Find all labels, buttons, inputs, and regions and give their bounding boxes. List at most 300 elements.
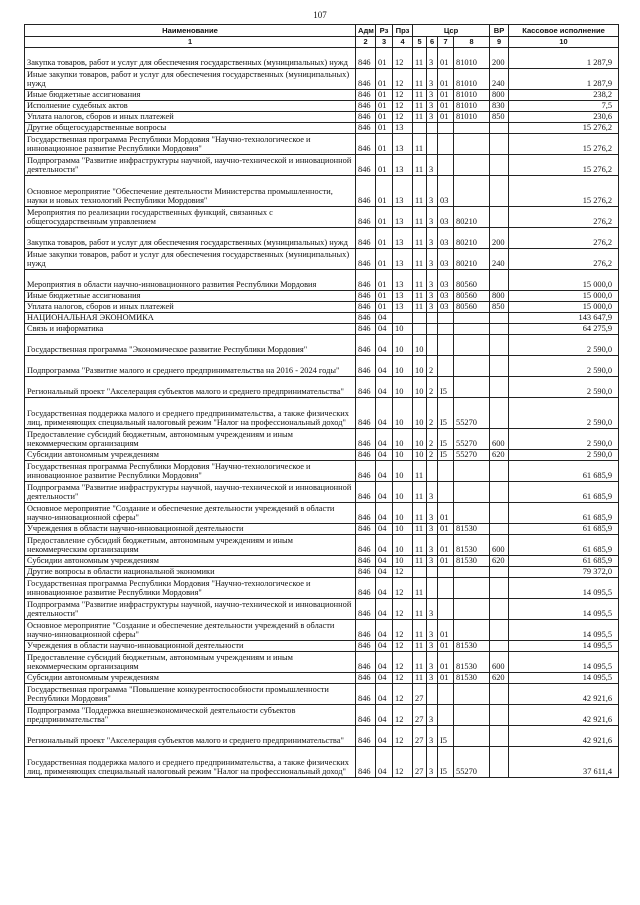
row-name: Подпрограмма "Поддержка внешнеэкономической деятельности субъектов предпринимательства" — [25, 704, 356, 725]
row-csr-subprogram — [427, 577, 438, 598]
row-amount: 14 095,5 — [509, 651, 619, 672]
table-row — [25, 725, 619, 746]
row-csr-program: 10 — [413, 449, 427, 460]
row-csr-program: 11 — [413, 651, 427, 672]
row-vr: 200 — [490, 227, 509, 248]
row-adm: 846 — [356, 566, 376, 577]
row-name: Субсидии автономным учреждениям — [25, 449, 356, 460]
row-vr — [490, 460, 509, 481]
row-csr-direction — [454, 175, 490, 206]
row-vr — [490, 133, 509, 154]
row-prz: 10 — [393, 502, 413, 523]
row-name: Субсидии автономным учреждениям — [25, 555, 356, 566]
row-csr-subprogram: 3 — [427, 269, 438, 290]
row-adm: 846 — [356, 154, 376, 175]
row-vr — [490, 502, 509, 523]
row-prz: 10 — [393, 323, 413, 334]
table-row — [25, 598, 619, 619]
row-prz: 10 — [393, 355, 413, 376]
column-number: 5 — [413, 37, 427, 48]
row-csr-program: 10 — [413, 397, 427, 428]
row-amount: 64 275,9 — [509, 323, 619, 334]
table-row — [25, 704, 619, 725]
row-rz: 01 — [376, 100, 393, 111]
row-rz: 04 — [376, 672, 393, 683]
row-adm: 846 — [356, 133, 376, 154]
row-amount: 276,2 — [509, 248, 619, 269]
row-csr-subprogram: 3 — [427, 227, 438, 248]
row-csr-event — [438, 460, 454, 481]
row-amount: 2 590,0 — [509, 449, 619, 460]
row-vr — [490, 523, 509, 534]
row-rz: 04 — [376, 376, 393, 397]
row-csr-program: 27 — [413, 704, 427, 725]
row-amount: 15 000,0 — [509, 269, 619, 290]
row-adm: 846 — [356, 725, 376, 746]
table-row — [25, 428, 619, 449]
row-adm: 846 — [356, 397, 376, 428]
table-row — [25, 376, 619, 397]
row-adm: 846 — [356, 248, 376, 269]
row-adm: 846 — [356, 460, 376, 481]
row-prz: 12 — [393, 672, 413, 683]
row-prz: 10 — [393, 555, 413, 566]
row-csr-subprogram — [427, 334, 438, 355]
row-adm: 846 — [356, 301, 376, 312]
row-csr-subprogram: 2 — [427, 428, 438, 449]
row-csr-subprogram: 3 — [427, 290, 438, 301]
row-rz: 04 — [376, 683, 393, 704]
row-name: Учреждения в области научно-инновационной деятельности — [25, 523, 356, 534]
row-prz: 12 — [393, 100, 413, 111]
row-csr-event: 03 — [438, 290, 454, 301]
row-adm: 846 — [356, 323, 376, 334]
row-adm: 846 — [356, 577, 376, 598]
row-name: Государственная программа Республики Мордовия "Научно-технологическое и инновационное развитие Республики Мордовия" — [25, 577, 356, 598]
row-adm: 846 — [356, 355, 376, 376]
row-csr-subprogram — [427, 122, 438, 133]
row-csr-event — [438, 122, 454, 133]
row-adm: 846 — [356, 683, 376, 704]
table-row — [25, 683, 619, 704]
row-prz: 12 — [393, 89, 413, 100]
row-prz: 13 — [393, 248, 413, 269]
row-csr-program: 27 — [413, 725, 427, 746]
row-csr-event — [438, 312, 454, 323]
row-csr-direction: 80210 — [454, 248, 490, 269]
row-vr: 200 — [490, 47, 509, 68]
row-amount: 2 590,0 — [509, 334, 619, 355]
row-prz: 13 — [393, 122, 413, 133]
row-csr-subprogram: 3 — [427, 206, 438, 227]
row-csr-program: 11 — [413, 133, 427, 154]
row-vr — [490, 376, 509, 397]
row-csr-direction: 55270 — [454, 746, 490, 777]
row-vr — [490, 725, 509, 746]
row-amount: 79 372,0 — [509, 566, 619, 577]
row-csr-program: 11 — [413, 555, 427, 566]
row-adm: 846 — [356, 746, 376, 777]
table-row — [25, 111, 619, 122]
row-vr — [490, 481, 509, 502]
row-adm: 846 — [356, 227, 376, 248]
row-csr-direction: 81010 — [454, 89, 490, 100]
row-amount: 143 647,9 — [509, 312, 619, 323]
row-amount: 61 685,9 — [509, 460, 619, 481]
row-name: Субсидии автономным учреждениям — [25, 672, 356, 683]
row-name: Другие общегосударственные вопросы — [25, 122, 356, 133]
row-vr: 800 — [490, 89, 509, 100]
row-adm: 846 — [356, 206, 376, 227]
row-adm: 846 — [356, 290, 376, 301]
row-amount: 61 685,9 — [509, 481, 619, 502]
row-csr-event: I5 — [438, 376, 454, 397]
row-vr — [490, 746, 509, 777]
row-csr-event: 01 — [438, 651, 454, 672]
row-amount: 230,6 — [509, 111, 619, 122]
table-row — [25, 502, 619, 523]
row-name: НАЦИОНАЛЬНАЯ ЭКОНОМИКА — [25, 312, 356, 323]
row-name: Предоставление субсидий бюджетным, автономным учреждениям и иным некоммерческим организациям — [25, 534, 356, 555]
table-row — [25, 523, 619, 534]
header-row — [25, 25, 619, 37]
row-csr-program — [413, 312, 427, 323]
row-name: Подпрограмма "Развитие инфраструктуры научной, научно-технической и инновационной деятельности" — [25, 481, 356, 502]
row-csr-subprogram: 3 — [427, 725, 438, 746]
table-row — [25, 555, 619, 566]
row-amount: 2 590,0 — [509, 428, 619, 449]
column-number: 2 — [356, 37, 376, 48]
row-csr-direction: 81530 — [454, 523, 490, 534]
row-name: Мероприятия по реализации государственных функций, связанных с общегосударственным управлением — [25, 206, 356, 227]
row-csr-subprogram — [427, 133, 438, 154]
row-csr-subprogram: 3 — [427, 534, 438, 555]
row-csr-subprogram — [427, 460, 438, 481]
row-amount: 15 276,2 — [509, 154, 619, 175]
row-adm: 846 — [356, 269, 376, 290]
row-csr-direction: 81010 — [454, 47, 490, 68]
row-csr-direction — [454, 566, 490, 577]
row-adm: 846 — [356, 68, 376, 89]
row-adm: 846 — [356, 502, 376, 523]
row-prz: 12 — [393, 725, 413, 746]
row-prz: 13 — [393, 269, 413, 290]
row-csr-program: 10 — [413, 355, 427, 376]
row-csr-program: 11 — [413, 481, 427, 502]
row-csr-direction: 80560 — [454, 301, 490, 312]
column-number: 6 — [427, 37, 438, 48]
row-csr-subprogram: 3 — [427, 111, 438, 122]
row-csr-subprogram: 3 — [427, 248, 438, 269]
row-csr-subprogram: 3 — [427, 704, 438, 725]
row-rz: 04 — [376, 312, 393, 323]
row-csr-subprogram: 2 — [427, 355, 438, 376]
row-amount: 42 921,6 — [509, 683, 619, 704]
row-csr-direction — [454, 323, 490, 334]
row-csr-direction: 81530 — [454, 640, 490, 651]
row-vr — [490, 397, 509, 428]
row-csr-subprogram: 3 — [427, 100, 438, 111]
row-name: Государственная программа "Экономическое развитие Республики Мордовия" — [25, 334, 356, 355]
row-amount: 2 590,0 — [509, 376, 619, 397]
row-csr-direction: 80560 — [454, 269, 490, 290]
row-csr-program: 11 — [413, 68, 427, 89]
row-rz: 04 — [376, 355, 393, 376]
row-name: Исполнение судебных актов — [25, 100, 356, 111]
row-vr: 240 — [490, 68, 509, 89]
row-vr — [490, 269, 509, 290]
row-csr-event: I5 — [438, 449, 454, 460]
row-csr-program: 27 — [413, 746, 427, 777]
row-csr-direction: 55270 — [454, 397, 490, 428]
row-adm: 846 — [356, 376, 376, 397]
row-name: Региональный проект "Акселерация субъектов малого и среднего предпринимательства" — [25, 376, 356, 397]
row-amount: 276,2 — [509, 206, 619, 227]
row-vr — [490, 598, 509, 619]
row-name: Основное мероприятие "Создание и обеспечение деятельности учреждений в области научно-инновационной сферы" — [25, 619, 356, 640]
row-prz: 10 — [393, 334, 413, 355]
row-csr-subprogram: 3 — [427, 523, 438, 534]
table-row — [25, 534, 619, 555]
row-csr-event — [438, 323, 454, 334]
row-adm: 846 — [356, 651, 376, 672]
row-csr-program: 11 — [413, 460, 427, 481]
row-name: Учреждения в области научно-инновационной деятельности — [25, 640, 356, 651]
row-csr-direction: 81530 — [454, 555, 490, 566]
row-vr: 620 — [490, 555, 509, 566]
row-csr-program — [413, 323, 427, 334]
row-adm: 846 — [356, 640, 376, 651]
row-rz: 04 — [376, 598, 393, 619]
row-csr-event — [438, 683, 454, 704]
row-csr-program: 11 — [413, 47, 427, 68]
row-vr — [490, 312, 509, 323]
row-adm: 846 — [356, 704, 376, 725]
row-csr-program: 10 — [413, 376, 427, 397]
row-amount: 14 095,5 — [509, 619, 619, 640]
row-rz: 01 — [376, 206, 393, 227]
row-rz: 04 — [376, 481, 393, 502]
row-csr-direction — [454, 133, 490, 154]
row-name: Основное мероприятие "Обеспечение деятельности Министерства промышленности, науки и новых технологий Республики Мордовия" — [25, 175, 356, 206]
table-row — [25, 154, 619, 175]
row-csr-subprogram: 3 — [427, 640, 438, 651]
column-number: 8 — [454, 37, 490, 48]
row-csr-event — [438, 334, 454, 355]
row-csr-direction — [454, 355, 490, 376]
row-csr-subprogram: 3 — [427, 68, 438, 89]
row-csr-direction — [454, 502, 490, 523]
table-row — [25, 355, 619, 376]
row-rz: 04 — [376, 640, 393, 651]
row-csr-direction — [454, 725, 490, 746]
row-rz: 01 — [376, 47, 393, 68]
header-prz: Прз — [393, 25, 413, 37]
row-csr-direction — [454, 312, 490, 323]
row-csr-direction — [454, 683, 490, 704]
row-vr — [490, 122, 509, 133]
column-number: 10 — [509, 37, 619, 48]
row-rz: 04 — [376, 555, 393, 566]
row-csr-direction: 81530 — [454, 672, 490, 683]
row-csr-program: 11 — [413, 89, 427, 100]
table-row — [25, 248, 619, 269]
row-csr-event — [438, 566, 454, 577]
row-amount: 61 685,9 — [509, 555, 619, 566]
row-adm: 846 — [356, 334, 376, 355]
table-row — [25, 206, 619, 227]
row-adm: 846 — [356, 598, 376, 619]
row-csr-subprogram: 2 — [427, 449, 438, 460]
row-prz: 10 — [393, 460, 413, 481]
row-csr-program: 11 — [413, 301, 427, 312]
row-vr: 600 — [490, 651, 509, 672]
row-csr-subprogram — [427, 683, 438, 704]
row-csr-program: 11 — [413, 111, 427, 122]
row-amount: 61 685,9 — [509, 523, 619, 534]
row-csr-direction: 80560 — [454, 290, 490, 301]
row-csr-program: 11 — [413, 269, 427, 290]
row-rz: 04 — [376, 523, 393, 534]
row-csr-subprogram: 3 — [427, 481, 438, 502]
row-prz: 12 — [393, 68, 413, 89]
row-csr-direction — [454, 598, 490, 619]
row-rz: 01 — [376, 68, 393, 89]
row-prz: 13 — [393, 133, 413, 154]
row-csr-direction — [454, 154, 490, 175]
row-prz: 12 — [393, 566, 413, 577]
row-name: Мероприятия в области научно-инновационного развития Республики Мордовия — [25, 269, 356, 290]
table-row — [25, 746, 619, 777]
table-row — [25, 449, 619, 460]
row-vr — [490, 154, 509, 175]
row-rz: 01 — [376, 154, 393, 175]
row-adm: 846 — [356, 100, 376, 111]
row-csr-program: 11 — [413, 619, 427, 640]
row-csr-program: 11 — [413, 175, 427, 206]
row-csr-subprogram: 3 — [427, 502, 438, 523]
row-csr-event: 03 — [438, 227, 454, 248]
row-name: Закупка товаров, работ и услуг для обеспечения государственных (муниципальных) нужд — [25, 47, 356, 68]
row-rz: 04 — [376, 323, 393, 334]
row-csr-subprogram: 3 — [427, 154, 438, 175]
row-amount: 61 685,9 — [509, 502, 619, 523]
row-csr-event: 01 — [438, 502, 454, 523]
row-csr-program: 11 — [413, 154, 427, 175]
row-name: Другие вопросы в области национальной экономики — [25, 566, 356, 577]
row-vr: 850 — [490, 111, 509, 122]
row-csr-direction — [454, 334, 490, 355]
row-prz: 12 — [393, 577, 413, 598]
row-name: Подпрограмма "Развитие инфраструктуры научной, научно-технической и инновационной деятельности" — [25, 598, 356, 619]
column-number: 1 — [25, 37, 356, 48]
row-csr-subprogram: 2 — [427, 397, 438, 428]
row-name: Региональный проект "Акселерация субъектов малого и среднего предпринимательства" — [25, 725, 356, 746]
row-csr-program: 10 — [413, 334, 427, 355]
row-amount: 15 276,2 — [509, 122, 619, 133]
row-csr-program: 11 — [413, 290, 427, 301]
row-prz: 10 — [393, 449, 413, 460]
row-csr-event: 03 — [438, 301, 454, 312]
row-csr-program: 11 — [413, 577, 427, 598]
row-csr-subprogram: 3 — [427, 672, 438, 683]
row-csr-program: 11 — [413, 227, 427, 248]
row-csr-event: 01 — [438, 47, 454, 68]
row-adm: 846 — [356, 534, 376, 555]
row-prz: 13 — [393, 227, 413, 248]
row-csr-program: 11 — [413, 206, 427, 227]
table-row — [25, 323, 619, 334]
row-adm: 846 — [356, 481, 376, 502]
row-amount: 42 921,6 — [509, 725, 619, 746]
column-number: 4 — [393, 37, 413, 48]
row-rz: 04 — [376, 619, 393, 640]
row-name: Иные закупки товаров, работ и услуг для обеспечения государственных (муниципальных) нужд — [25, 248, 356, 269]
row-vr: 240 — [490, 248, 509, 269]
row-prz: 10 — [393, 481, 413, 502]
row-vr: 600 — [490, 428, 509, 449]
row-csr-program: 11 — [413, 640, 427, 651]
row-vr — [490, 577, 509, 598]
row-name: Иные бюджетные ассигнования — [25, 89, 356, 100]
row-csr-event — [438, 577, 454, 598]
header-rz: Рз — [376, 25, 393, 37]
row-name: Основное мероприятие "Создание и обеспечение деятельности учреждений в области научно-инновационной сферы" — [25, 502, 356, 523]
row-csr-event: 03 — [438, 269, 454, 290]
row-amount: 2 590,0 — [509, 355, 619, 376]
row-prz: 13 — [393, 175, 413, 206]
row-name: Государственная программа Республики Мордовия "Научно-технологическое и инновационное развитие Республики Мордовия" — [25, 133, 356, 154]
table-row — [25, 651, 619, 672]
row-csr-direction — [454, 376, 490, 397]
row-csr-event: 01 — [438, 534, 454, 555]
row-csr-direction — [454, 122, 490, 133]
row-rz: 04 — [376, 334, 393, 355]
row-rz: 01 — [376, 133, 393, 154]
row-csr-direction: 81010 — [454, 111, 490, 122]
row-vr — [490, 355, 509, 376]
table-row — [25, 672, 619, 683]
row-csr-program: 11 — [413, 523, 427, 534]
row-csr-direction — [454, 619, 490, 640]
table-row — [25, 89, 619, 100]
row-rz: 04 — [376, 651, 393, 672]
row-adm: 846 — [356, 111, 376, 122]
row-name: Предоставление субсидий бюджетным, автономным учреждениям и иным некоммерческим организациям — [25, 428, 356, 449]
row-prz: 12 — [393, 598, 413, 619]
column-number: 7 — [438, 37, 454, 48]
row-prz: 12 — [393, 704, 413, 725]
row-csr-event: 03 — [438, 206, 454, 227]
row-amount: 15 000,0 — [509, 301, 619, 312]
row-csr-program — [413, 122, 427, 133]
row-csr-direction: 81530 — [454, 651, 490, 672]
row-csr-program — [413, 566, 427, 577]
row-vr: 850 — [490, 301, 509, 312]
row-rz: 01 — [376, 290, 393, 301]
row-name: Закупка товаров, работ и услуг для обеспечения государственных (муниципальных) нужд — [25, 227, 356, 248]
row-csr-program: 11 — [413, 248, 427, 269]
table-row — [25, 312, 619, 323]
table-row — [25, 227, 619, 248]
row-prz: 10 — [393, 376, 413, 397]
row-rz: 04 — [376, 534, 393, 555]
row-adm: 846 — [356, 523, 376, 534]
row-adm: 846 — [356, 672, 376, 683]
row-rz: 04 — [376, 746, 393, 777]
row-csr-event: 03 — [438, 175, 454, 206]
row-adm: 846 — [356, 449, 376, 460]
